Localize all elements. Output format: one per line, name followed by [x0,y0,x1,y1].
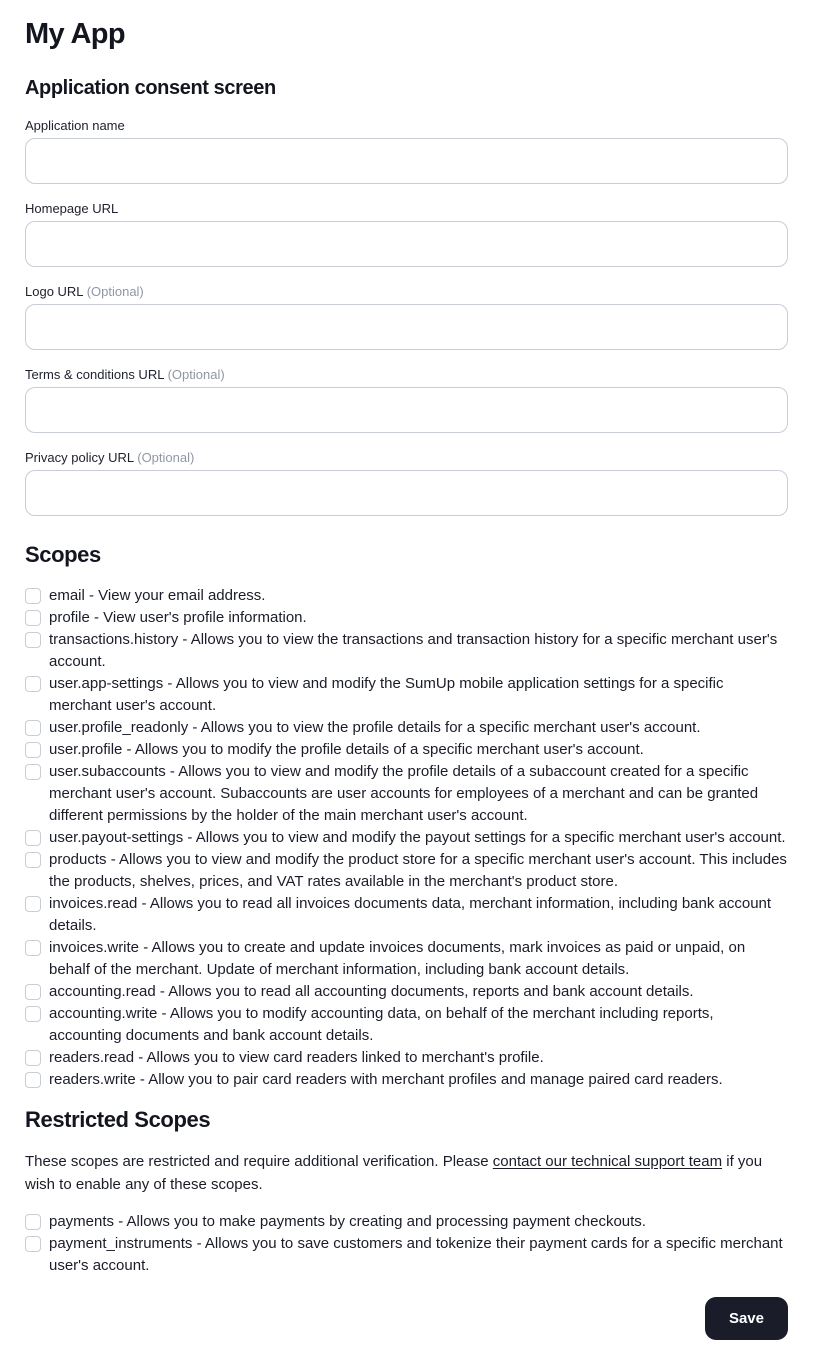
text-input[interactable] [25,470,788,516]
field-optional-text: (Optional) [137,450,195,465]
text-input[interactable] [25,138,788,184]
form-field [25,118,788,184]
scope-row [25,937,788,981]
text-input[interactable] [25,221,788,267]
scope-label: invoices.write - Allows you to create and update invoices documents, mark invoices as paid or unpaid, on behalf of the merchant. Update of merchant information, including bank account details. [49,939,746,978]
scope-checkbox[interactable] [25,1072,41,1088]
scope-checkbox[interactable] [25,764,41,780]
scope-label: products - Allows you to view and modify the product store for a specific merchant user's account. This includes the products, shelves, prices, and VAT rates available in the merchant's product store. [49,851,787,890]
scope-checkbox[interactable] [25,852,41,868]
scope-row [25,739,788,761]
scopes-section [25,542,788,1091]
scope-label: user.app-settings - Allows you to view and modify the SumUp mobile application settings for a specific merchant user's account. [49,675,724,714]
scope-checkbox[interactable] [25,742,41,758]
scope-row [25,673,788,717]
form-field [25,450,788,516]
restricted-scope-row [25,1211,788,1233]
scope-row [25,893,788,937]
field-label-text: Logo URL [25,284,84,299]
support-link[interactable]: contact our technical support team [492,1153,723,1170]
field-optional-text: (Optional) [167,367,225,382]
form-field [25,201,788,267]
scope-label: invoices.read - Allows you to read all invoices documents data, merchant information, including bank account details. [49,895,772,934]
field-label-text: Homepage URL [25,201,119,216]
scope-checkbox[interactable] [25,632,41,648]
save-button[interactable]: Save [705,1297,788,1340]
actions-row [25,1297,788,1340]
form-fields [25,118,788,516]
field-label-text: Terms & conditions URL [25,367,164,382]
form-field [25,284,788,350]
scope-checkbox[interactable] [25,1050,41,1066]
scope-row [25,849,788,893]
restricted-scopes-list [25,1211,788,1277]
page-title: My App [25,18,126,50]
field-label-text: Application name [25,118,125,133]
scope-checkbox[interactable] [25,830,41,846]
scope-row [25,981,788,1003]
field-label [25,201,788,216]
form-field [25,367,788,433]
restricted-scopes-heading: Restricted Scopes [25,1107,211,1132]
scope-row [25,1003,788,1047]
scope-label: readers.read - Allows you to view card readers linked to merchant's profile. [49,1049,544,1066]
scopes-heading: Scopes [25,542,101,567]
field-label [25,118,788,133]
field-label-text: Privacy policy URL [25,450,134,465]
scope-checkbox[interactable] [25,940,41,956]
text-input[interactable] [25,304,788,350]
scope-checkbox[interactable] [25,1006,41,1022]
scope-label: accounting.read - Allows you to read all accounting documents, reports and bank account details. [49,983,694,1000]
scopes-list [25,585,788,1091]
scope-label: email - View your email address. [49,587,266,604]
restricted-scope-label: payment_instruments - Allows you to save customers and tokenize their payment cards for a specific merchant user's account. [49,1235,783,1274]
field-label [25,367,788,382]
field-label [25,284,788,299]
field-optional-text: (Optional) [86,284,144,299]
scope-label: readers.write - Allow you to pair card readers with merchant profiles and manage paired card readers. [49,1071,723,1088]
scope-checkbox[interactable] [25,610,41,626]
scope-checkbox[interactable] [25,676,41,692]
scope-checkbox[interactable] [25,588,41,604]
scope-label: accounting.write - Allows you to modify accounting data, on behalf of the merchant including reports, accounting documents and bank account details. [49,1005,714,1044]
consent-heading: Application consent screen [25,77,276,99]
restricted-scope-row [25,1233,788,1277]
field-label [25,450,788,465]
scope-row [25,761,788,827]
restricted-note [25,1150,788,1196]
restricted-note-before: These scopes are restricted and require additional verification. Please [25,1153,493,1170]
restricted-scope-checkbox[interactable] [25,1236,41,1252]
scope-label: profile - View user's profile information. [49,609,307,626]
scope-label: user.profile - Allows you to modify the profile details of a specific merchant user's account. [49,741,644,758]
scope-label: user.profile_readonly - Allows you to view the profile details for a specific merchant user's account. [49,719,701,736]
consent-form-section [25,77,788,516]
restricted-scope-checkbox[interactable] [25,1214,41,1230]
scope-label: transactions.history - Allows you to view the transactions and transaction history for a specific merchant user's account. [49,631,778,670]
scope-row [25,827,788,849]
scope-checkbox[interactable] [25,720,41,736]
scope-row [25,717,788,739]
scope-row [25,585,788,607]
scope-row [25,607,788,629]
restricted-scope-label: payments - Allows you to make payments by creating and processing payment checkouts. [49,1213,646,1230]
scope-row [25,1069,788,1091]
restricted-scopes-section [25,1107,788,1277]
scope-row [25,629,788,673]
scope-checkbox[interactable] [25,984,41,1000]
text-input[interactable] [25,387,788,433]
scope-label: user.subaccounts - Allows you to view and modify the profile details of a subaccount created for a specific merchant user's account. Subaccounts are user accounts for employees of a merchant and can be granted different permissions by the holder of the main merchant user's account. [49,763,759,824]
scope-checkbox[interactable] [25,896,41,912]
scope-row [25,1047,788,1069]
scope-label: user.payout-settings - Allows you to view and modify the payout settings for a specific merchant user's account. [49,829,786,846]
restricted-note-after: if you wish to enable any of these scopes. [25,1153,763,1193]
